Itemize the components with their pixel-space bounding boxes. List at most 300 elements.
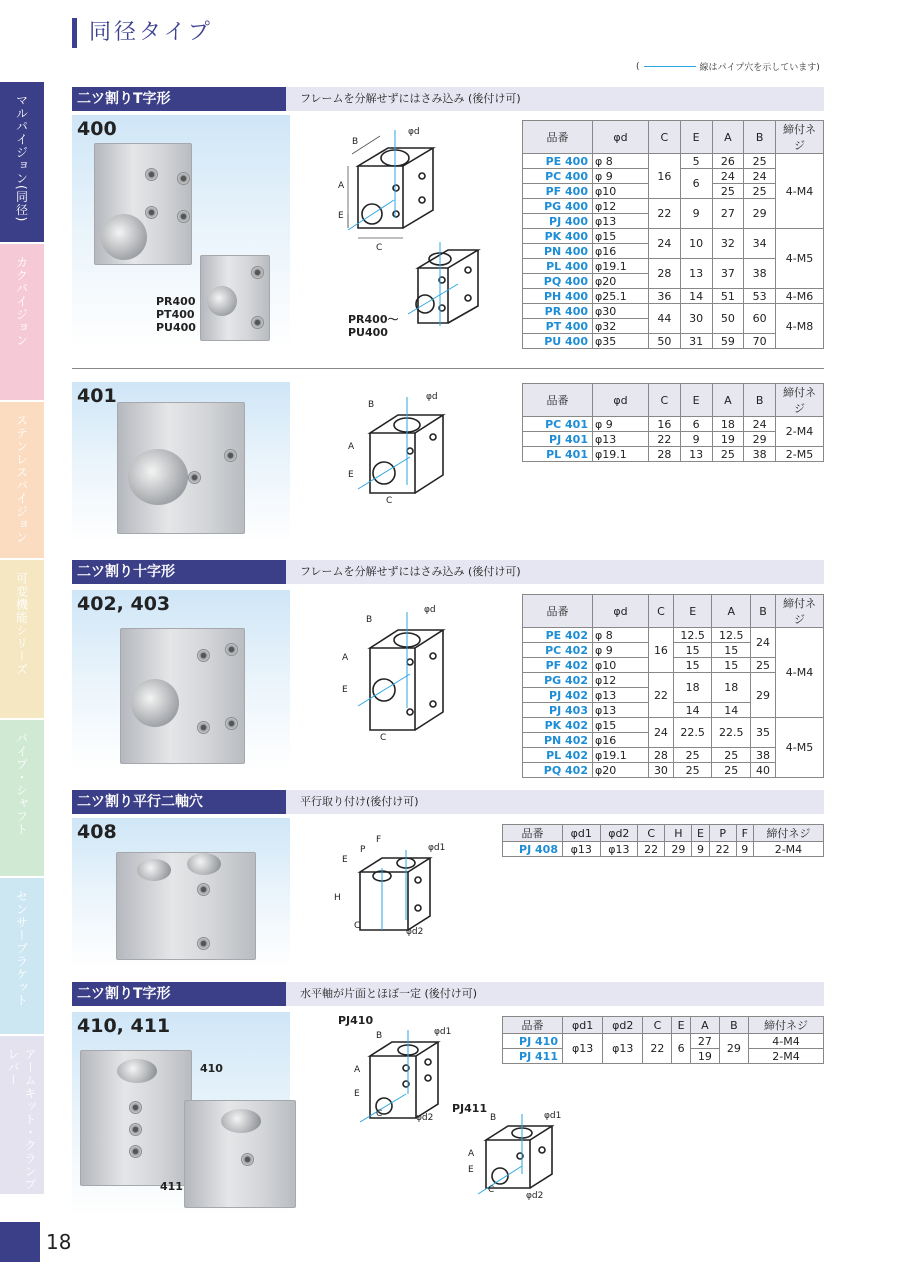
label: パイプ・シャフト: [14, 732, 29, 836]
block-image: [184, 1100, 296, 1208]
table-header-cell: B: [744, 384, 776, 417]
screw-image: [251, 316, 264, 329]
table-row: [523, 628, 824, 643]
table-cell: φ20: [593, 763, 649, 778]
table-cell: 19: [690, 1049, 719, 1064]
table-header-cell: φd: [593, 121, 649, 154]
table-header-cell: A: [712, 121, 744, 154]
table-cell: φ16: [593, 244, 649, 259]
label: B: [352, 137, 359, 147]
screw-image: [224, 449, 237, 462]
table-cell: φ35: [593, 334, 649, 349]
table-cell: PJ 402: [523, 688, 593, 703]
table-cell: φ 9: [593, 169, 649, 184]
table-cell: 9: [680, 199, 712, 229]
table-cell: 9: [736, 842, 753, 857]
dimension-drawing-401: [318, 385, 468, 505]
table-cell: 4-M8: [776, 304, 824, 349]
table-cell: 24: [751, 628, 776, 658]
table-cell: φ 8: [593, 628, 649, 643]
table-cell: φ13: [563, 842, 601, 857]
table-cell: 22: [709, 842, 736, 857]
table-cell: φ19.1: [593, 748, 649, 763]
table-cell: PN 402: [523, 733, 593, 748]
table-cell: 18: [712, 417, 744, 432]
table-header-cell: φd: [593, 595, 649, 628]
sublabel-410: 410: [200, 1062, 223, 1075]
label: E: [354, 1089, 360, 1099]
table-header-cell: 締付ネジ: [776, 384, 824, 417]
label: A: [468, 1149, 475, 1159]
table-header-cell: C: [649, 384, 681, 417]
section-title: 二ツ割りT字形: [72, 982, 286, 1006]
label: B: [366, 615, 373, 625]
pipe-hole-image: [101, 214, 147, 260]
table-row: [503, 1034, 824, 1049]
table-row: [523, 718, 824, 733]
pipe-hole-image: [137, 859, 171, 881]
dimension-drawing-411: [460, 1108, 580, 1203]
table-cell: 5: [680, 154, 712, 169]
screw-image: [251, 266, 264, 279]
table-cell: PJ 403: [523, 703, 593, 718]
label: E: [468, 1165, 474, 1175]
label: B: [368, 400, 375, 410]
table-header-cell: 品番: [523, 384, 593, 417]
block-image: [80, 1050, 192, 1186]
table-cell: 36: [649, 289, 681, 304]
table-header-cell: φd2: [600, 825, 638, 842]
dimension-drawing-410: [340, 1022, 470, 1132]
label: C: [488, 1185, 495, 1195]
table-cell: PJ 408: [503, 842, 563, 857]
table-cell: 22: [643, 1034, 672, 1064]
dimension-drawing-402: [318, 600, 468, 745]
table-cell: φ12: [593, 673, 649, 688]
label: C: [376, 1109, 383, 1119]
table-cell: 16: [649, 417, 681, 432]
section-title: 二ツ割り十字形: [72, 560, 286, 584]
table-cell: 14: [712, 703, 751, 718]
table-cell: PE 400: [523, 154, 593, 169]
table-header-cell: 品番: [503, 1017, 563, 1034]
side-tab-sensor-bracket[interactable]: [0, 878, 44, 1034]
table-cell: PN 400: [523, 244, 593, 259]
table-cell: 25: [712, 184, 744, 199]
screw-image: [188, 471, 201, 484]
table-header-cell: φd1: [563, 1017, 603, 1034]
table-cell: 30: [649, 763, 674, 778]
table-cell: 40: [751, 763, 776, 778]
label: φd: [408, 127, 420, 137]
screw-image: [177, 210, 190, 223]
table-cell: PT 400: [523, 319, 593, 334]
table-cell: φ12: [593, 199, 649, 214]
table-cell: 12.5: [673, 628, 712, 643]
pipe-hole-image: [207, 286, 237, 316]
label: カクパイジョン: [14, 256, 29, 347]
label: A: [354, 1065, 361, 1075]
pipe-hole-image: [117, 1059, 157, 1083]
screw-image: [129, 1145, 142, 1158]
table-cell: 22.5: [673, 718, 712, 748]
section-description: 平行取り付け(後付け可): [300, 795, 419, 808]
table-cell: PU 400: [523, 334, 593, 349]
spec-table-402: [522, 594, 824, 778]
table-cell: φ15: [593, 229, 649, 244]
label: C: [380, 733, 387, 743]
table-cell: 24: [649, 229, 681, 259]
legend-line-sample: [644, 66, 696, 67]
table-header-cell: C: [643, 1017, 672, 1034]
table-cell: PJ 411: [503, 1049, 563, 1064]
table-cell: 4-M4: [776, 154, 824, 229]
screw-image: [177, 172, 190, 185]
section-description: フレームを分解せずにはさみ込み (後付け可): [300, 565, 521, 578]
table-cell: 70: [744, 334, 776, 349]
label: P: [360, 845, 366, 855]
block-image: [120, 628, 245, 764]
table-cell: 32: [712, 229, 744, 259]
spec-table-400: [522, 120, 824, 349]
table-cell: 27: [712, 199, 744, 229]
table-cell: 16: [649, 628, 674, 673]
side-tab-variable[interactable]: [0, 560, 44, 718]
section-title: 二ツ割り平行二軸穴: [72, 790, 286, 814]
table-cell: 6: [680, 417, 712, 432]
table-row: [523, 447, 824, 462]
table-cell: 29: [665, 842, 692, 857]
sublabel-411: 411: [160, 1180, 183, 1193]
label: C: [376, 243, 383, 253]
side-tab-pipe-shaft[interactable]: [0, 720, 44, 876]
table-cell: φ30: [593, 304, 649, 319]
table-cell: 22: [649, 432, 681, 447]
screw-image: [197, 883, 210, 896]
section-title: 二ツ割りT字形: [72, 87, 286, 111]
table-cell: φ13: [603, 1034, 643, 1064]
table-cell: 29: [744, 199, 776, 229]
table-cell: PQ 400: [523, 274, 593, 289]
table-cell: 25: [712, 748, 751, 763]
side-tab-arm-kit[interactable]: [0, 1036, 44, 1194]
table-cell: 4-M4: [776, 628, 824, 718]
table-cell: 28: [649, 447, 681, 462]
table-cell: 22: [638, 842, 665, 857]
table-cell: PF 400: [523, 184, 593, 199]
table-cell: 24: [744, 169, 776, 184]
table-header-cell: 締付ネジ: [753, 825, 823, 842]
table-cell: 24: [744, 417, 776, 432]
table-cell: 12.5: [712, 628, 751, 643]
table-cell: 9: [680, 432, 712, 447]
table-cell: 2-M4: [753, 842, 823, 857]
side-tab-kakupaijon[interactable]: [0, 244, 44, 400]
table-cell: 4-M5: [776, 229, 824, 289]
label: A: [338, 181, 345, 191]
table-header-cell: E: [680, 384, 712, 417]
table-cell: φ 9: [593, 643, 649, 658]
label: B: [376, 1031, 383, 1041]
table-header-cell: 締付ネジ: [748, 1017, 823, 1034]
label: 可変機能シリーズ: [14, 572, 29, 676]
table-cell: PC 401: [523, 417, 593, 432]
section-bar-410: [72, 982, 824, 1006]
table-cell: 29: [744, 432, 776, 447]
table-header-cell: F: [736, 825, 753, 842]
table-cell: PE 402: [523, 628, 593, 643]
screw-image: [145, 206, 158, 219]
table-cell: 25: [744, 154, 776, 169]
table-cell: 14: [673, 703, 712, 718]
table-cell: φ15: [593, 718, 649, 733]
sublabel: PR400 PT400 PU400: [156, 295, 196, 334]
table-cell: φ13: [593, 214, 649, 229]
table-cell: 29: [751, 673, 776, 718]
table-header-cell: A: [690, 1017, 719, 1034]
table-header-cell: 品番: [523, 121, 593, 154]
table-cell: φ10: [593, 184, 649, 199]
side-tab-marupaijon[interactable]: [0, 82, 44, 242]
label: 線はパイプ穴を示しています): [699, 63, 820, 73]
block-image: [116, 852, 256, 960]
table-header-cell: B: [744, 121, 776, 154]
table-cell: 25: [712, 763, 751, 778]
section-bar-402: [72, 560, 824, 584]
table-cell: 24: [649, 718, 674, 748]
table-cell: PC 402: [523, 643, 593, 658]
spec-table-408: [502, 824, 824, 857]
table-cell: 10: [680, 229, 712, 259]
table-cell: 15: [712, 658, 751, 673]
label: φd1: [434, 1027, 452, 1037]
table-cell: 28: [649, 748, 674, 763]
table-cell: φ13: [593, 432, 649, 447]
table-cell: 15: [673, 658, 712, 673]
table-header-cell: A: [712, 384, 744, 417]
table-cell: 59: [712, 334, 744, 349]
table-cell: 2-M4: [776, 417, 824, 447]
label: F: [376, 835, 382, 845]
section-description: 水平軸が片面とほぼ一定 (後付け可): [300, 987, 478, 1000]
table-cell: PC 400: [523, 169, 593, 184]
product-photo-408: [72, 818, 290, 968]
table-header-cell: H: [665, 825, 692, 842]
table-cell: PL 400: [523, 259, 593, 274]
table-cell: 29: [719, 1034, 748, 1064]
table-row: [503, 842, 824, 857]
table-header-cell: φd1: [563, 825, 601, 842]
block-image: [94, 143, 192, 265]
table-header-cell: B: [719, 1017, 748, 1034]
table-header-cell: φd2: [603, 1017, 643, 1034]
table-header-cell: B: [751, 595, 776, 628]
table-cell: φ13: [600, 842, 638, 857]
table-cell: φ19.1: [593, 259, 649, 274]
table-row: [523, 154, 824, 169]
table-cell: φ16: [593, 733, 649, 748]
label: センサーブラケット: [14, 890, 29, 1007]
table-cell: 16: [649, 154, 681, 199]
table-header-cell: C: [649, 121, 681, 154]
label: A: [348, 442, 355, 452]
pipe-hole-image: [128, 449, 188, 505]
section-bar-408: [72, 790, 824, 814]
table-cell: φ13: [593, 703, 649, 718]
table-cell: PJ 410: [503, 1034, 563, 1049]
table-cell: 25: [744, 184, 776, 199]
label: (: [636, 61, 640, 72]
screw-image: [197, 937, 210, 950]
table-cell: 9: [692, 842, 709, 857]
table-cell: 38: [744, 259, 776, 289]
table-cell: PL 402: [523, 748, 593, 763]
label: A: [342, 653, 349, 663]
drawing-label-pj410: PJ410: [338, 1014, 374, 1027]
spec-table-401: [522, 383, 824, 462]
screw-image: [225, 717, 238, 730]
page-number-marker: [0, 1222, 40, 1262]
divider: [72, 368, 824, 369]
table-cell: 31: [680, 334, 712, 349]
table-row: [523, 289, 824, 304]
table-header-cell: C: [649, 595, 674, 628]
screw-image: [241, 1153, 254, 1166]
label: φd2: [416, 1113, 434, 1123]
table-header-cell: A: [712, 595, 751, 628]
table-cell: 38: [744, 447, 776, 462]
label: φd: [424, 605, 436, 615]
table-cell: 38: [751, 748, 776, 763]
product-photo-400: [72, 115, 290, 350]
label: H: [334, 893, 341, 903]
label: B: [490, 1113, 497, 1123]
label: E: [338, 211, 344, 221]
section-description: フレームを分解せずにはさみ込み (後付け可): [300, 92, 521, 105]
spec-table-410: [502, 1016, 824, 1064]
table-cell: 13: [680, 259, 712, 289]
table-cell: 15: [673, 643, 712, 658]
table-cell: 28: [649, 259, 681, 289]
table-cell: PK 402: [523, 718, 593, 733]
table-cell: PG 400: [523, 199, 593, 214]
table-cell: 35: [751, 718, 776, 748]
table-cell: 2-M5: [776, 447, 824, 462]
page-number: 18: [0, 1222, 72, 1262]
screw-image: [197, 721, 210, 734]
pipe-hole-image: [221, 1109, 261, 1133]
table-cell: 18: [712, 673, 751, 703]
table-cell: PH 400: [523, 289, 593, 304]
table-cell: 51: [712, 289, 744, 304]
pipe-hole-image: [187, 853, 221, 875]
table-header-cell: E: [672, 1017, 690, 1034]
page-title: 同径タイプ: [72, 18, 213, 48]
side-tab-stainless[interactable]: [0, 402, 44, 558]
label: φd2: [526, 1191, 544, 1201]
label: C: [386, 496, 393, 505]
product-photo-401: [72, 382, 290, 542]
table-cell: PJ 400: [523, 214, 593, 229]
table-row: [523, 417, 824, 432]
table-header-cell: 締付ネジ: [776, 121, 824, 154]
product-code: 401: [77, 385, 117, 407]
table-cell: 34: [744, 229, 776, 259]
table-cell: 27: [690, 1034, 719, 1049]
table-cell: PG 402: [523, 673, 593, 688]
table-cell: 25: [751, 658, 776, 673]
legend-note: [636, 60, 820, 73]
label: φd1: [428, 843, 446, 853]
table-cell: 26: [712, 154, 744, 169]
table-cell: 18: [673, 673, 712, 703]
table-cell: 14: [680, 289, 712, 304]
section-bar-400: [72, 87, 824, 111]
table-row: [523, 304, 824, 319]
table-cell: 50: [712, 304, 744, 334]
table-cell: 25: [673, 763, 712, 778]
table-cell: PL 401: [523, 447, 593, 462]
label: マルパイジョン(同径): [14, 94, 29, 223]
table-header-cell: E: [692, 825, 709, 842]
table-cell: 25: [673, 748, 712, 763]
product-code: 408: [77, 821, 117, 843]
product-code: 410, 411: [77, 1015, 171, 1037]
table-cell: φ25.1: [593, 289, 649, 304]
product-code: 402, 403: [77, 593, 171, 615]
label: φd: [426, 392, 438, 402]
table-cell: 25: [712, 447, 744, 462]
table-cell: φ 8: [593, 154, 649, 169]
pipe-hole-image: [131, 679, 179, 727]
label: E: [348, 470, 354, 480]
label: C: [354, 921, 361, 931]
table-cell: φ32: [593, 319, 649, 334]
screw-image: [197, 649, 210, 662]
dimension-drawing-400: [318, 118, 488, 343]
product-photo-402: [72, 590, 290, 770]
drawing-label-pj411: PJ411: [452, 1102, 488, 1115]
table-header-cell: 締付ネジ: [776, 595, 824, 628]
table-header-cell: E: [680, 121, 712, 154]
table-cell: 22: [649, 673, 674, 718]
product-photo-410: [72, 1012, 290, 1217]
table-cell: 22.5: [712, 718, 751, 748]
table-cell: 24: [712, 169, 744, 184]
table-header-cell: C: [638, 825, 665, 842]
table-cell: 30: [680, 304, 712, 334]
table-cell: φ10: [593, 658, 649, 673]
table-cell: 15: [712, 643, 751, 658]
table-cell: φ 9: [593, 417, 649, 432]
table-header-cell: φd: [593, 384, 649, 417]
label: E: [342, 855, 348, 865]
table-cell: 4-M5: [776, 718, 824, 778]
table-cell: 2-M4: [748, 1049, 823, 1064]
table-cell: 44: [649, 304, 681, 334]
table-cell: φ19.1: [593, 447, 649, 462]
table-cell: φ13: [563, 1034, 603, 1064]
dimension-drawing-408: [330, 830, 460, 940]
table-cell: 53: [744, 289, 776, 304]
screw-image: [225, 643, 238, 656]
label: ステンレスパイジョン: [14, 414, 29, 544]
screw-image: [145, 168, 158, 181]
label: E: [342, 685, 348, 695]
block-image: [200, 255, 270, 341]
table-cell: 6: [672, 1034, 690, 1064]
table-cell: 22: [649, 199, 681, 229]
